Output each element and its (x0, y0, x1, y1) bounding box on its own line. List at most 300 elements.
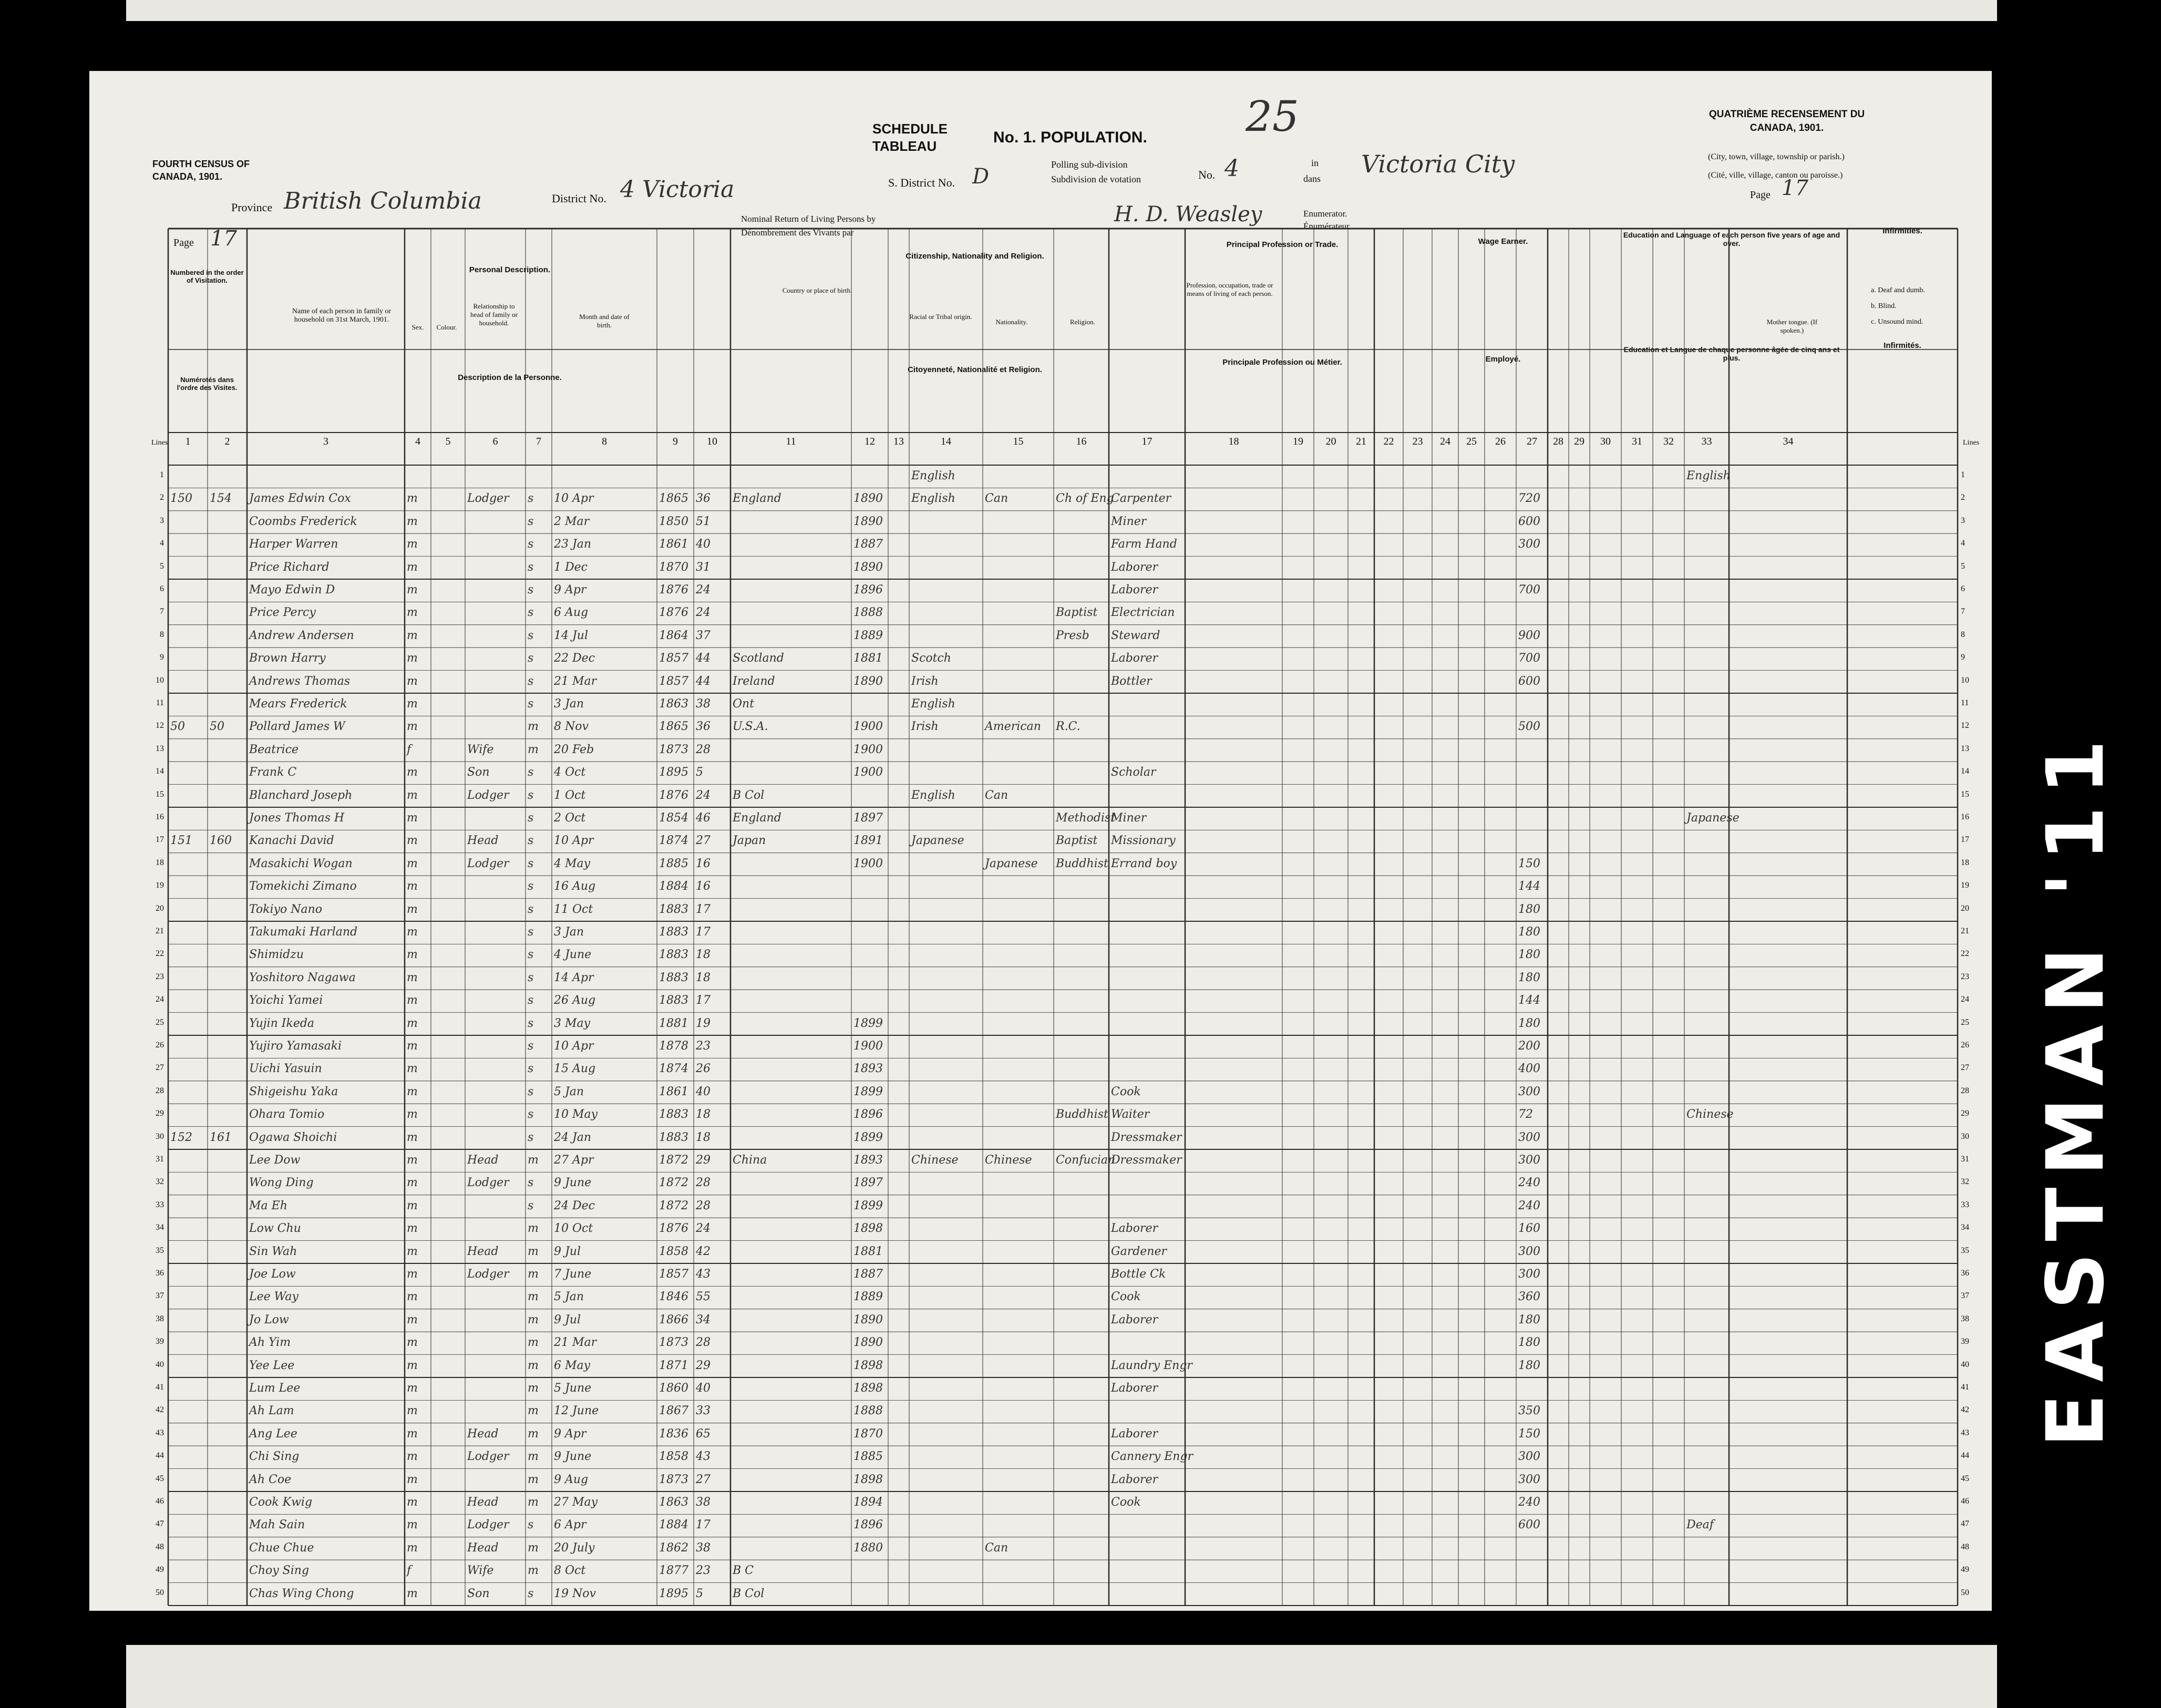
cell-md: 10 Oct (554, 1222, 593, 1236)
line-number-right: 18 (1961, 858, 1969, 867)
header-sex: Sex. (411, 323, 424, 331)
cell-age: 16 (696, 880, 711, 893)
cell-name: Yujin Ikeda (249, 1016, 315, 1030)
cell-md: 11 Oct (554, 902, 593, 916)
cell-occ: Dressmaker (1111, 1154, 1182, 1167)
column-number: 16 (1076, 436, 1087, 447)
cell-rel: Head (467, 1541, 499, 1555)
cell-c1: 150 (170, 492, 192, 506)
cell-name: Andrew Andersen (249, 629, 354, 642)
line-number-left: 16 (156, 812, 164, 821)
column-number: 7 (536, 436, 541, 447)
cell-imm: 1885 (853, 1450, 883, 1464)
line-number-left: 3 (160, 516, 164, 525)
cell-name: Joe Low (249, 1268, 296, 1281)
cell-rel: Head (467, 834, 499, 848)
cell-sg: m (528, 1427, 539, 1441)
cell-yr: 1877 (659, 1564, 688, 1578)
in-label: in (1311, 158, 1319, 168)
cell-age: 18 (696, 948, 711, 962)
cell-age: 38 (696, 1541, 711, 1555)
cell-sex: m (407, 994, 418, 1007)
cell-sg: s (528, 1040, 534, 1053)
line-number-right: 46 (1961, 1497, 1969, 1506)
polling-label-en: Polling sub-division (1051, 159, 1128, 170)
cell-imm: 1898 (853, 1382, 883, 1395)
cell-sex: m (407, 674, 418, 688)
cell-md: 12 June (554, 1404, 599, 1418)
cell-sex: m (407, 1290, 418, 1304)
cell-sg: s (528, 971, 534, 984)
cell-yr: 1895 (659, 766, 688, 779)
line-number-left: 43 (156, 1428, 164, 1437)
cell-sg: s (528, 948, 534, 962)
cell-earn: 600 (1518, 674, 1540, 688)
cell-md: 9 Apr (554, 1427, 586, 1441)
cell-md: 3 Jan (554, 925, 584, 939)
cell-sex: m (407, 720, 418, 734)
cell-yr: 1846 (659, 1290, 688, 1304)
cell-md: 21 Mar (554, 1336, 597, 1350)
line-number-right: 21 (1961, 927, 1969, 935)
cell-name: Shimidzu (249, 948, 304, 962)
cell-md: 26 Aug (554, 994, 596, 1007)
cell-rel: Head (467, 1244, 499, 1258)
schedule-label: SCHEDULE (872, 121, 948, 137)
cell-age: 43 (696, 1450, 711, 1464)
cell-earn: 300 (1518, 1450, 1540, 1464)
cell-sex: m (407, 788, 418, 802)
line-number-left: 13 (156, 744, 164, 753)
column-number: 19 (1293, 436, 1303, 447)
cell-sex: m (407, 1427, 418, 1441)
cell-occ: Cannery Engr (1111, 1450, 1193, 1464)
cell-md: 5 Jan (554, 1290, 584, 1304)
cell-yr: 1858 (659, 1450, 688, 1464)
cell-occ: Cook (1111, 1290, 1141, 1304)
brand-text: EASTMAN '11 (2030, 728, 2122, 1448)
cell-rel: Son (467, 766, 490, 779)
place-value: Victoria City (1361, 150, 1515, 178)
cell-md: 21 Mar (554, 674, 597, 688)
line-number-right: 35 (1961, 1246, 1969, 1255)
cell-age: 18 (696, 971, 711, 984)
cell-md: 24 Jan (554, 1130, 592, 1144)
line-number-right: 42 (1961, 1405, 1969, 1415)
cell-sex: m (407, 1130, 418, 1144)
line-number-right: 31 (1961, 1155, 1969, 1164)
cell-race: English (911, 697, 955, 711)
cell-sex: m (407, 834, 418, 848)
line-number-right: 19 (1961, 881, 1969, 890)
line-number-left: 41 (156, 1383, 164, 1392)
cell-occ: Laundry Engr (1111, 1359, 1192, 1372)
cell-yr: 1872 (659, 1154, 688, 1167)
line-number-right: 48 (1961, 1542, 1969, 1551)
cell-earn: 600 (1518, 1518, 1540, 1532)
cell-earn: 180 (1518, 925, 1540, 939)
line-number-left: 48 (156, 1542, 164, 1551)
page-value-right: 17 (1782, 176, 1808, 200)
cell-occ: Bottler (1111, 674, 1152, 688)
cell-imm: 1888 (853, 606, 883, 620)
cell-sg: s (528, 925, 534, 939)
cell-sex: m (407, 1062, 418, 1076)
cell-md: 1 Dec (554, 560, 588, 574)
cell-age: 28 (696, 1199, 711, 1212)
sdistrict-label: S. District No. (888, 176, 955, 189)
cell-name: Yee Lee (249, 1359, 295, 1372)
cell-birth: B Col (733, 1587, 765, 1600)
line-number-right: 5 (1961, 561, 1965, 571)
microfilm-brand-strip (2029, 552, 2123, 1624)
cell-sg: s (528, 857, 534, 870)
cell-yr: 1864 (659, 629, 688, 642)
cell-yr: 1876 (659, 788, 688, 802)
cell-occ: Miner (1111, 811, 1147, 825)
cell-earn: 72 (1518, 1108, 1533, 1121)
column-number: 2 (224, 436, 230, 447)
cell-earn: 150 (1518, 857, 1540, 870)
cell-age: 51 (696, 515, 711, 528)
cell-earn: 144 (1518, 994, 1540, 1007)
column-number: 17 (1141, 436, 1152, 447)
cell-age: 17 (696, 994, 711, 1007)
cell-sex: m (407, 629, 418, 642)
line-number-right: 45 (1961, 1474, 1969, 1483)
cell-md: 23 Jan (554, 538, 592, 551)
cell-name: Ogawa Shoichi (249, 1130, 337, 1144)
cell-yr: 1871 (659, 1359, 688, 1372)
line-number-right: 49 (1961, 1565, 1969, 1575)
line-number-left: 20 (156, 903, 164, 913)
cell-sex: m (407, 1199, 418, 1212)
cell-md: 2 Oct (554, 811, 586, 825)
line-number-left: 30 (156, 1131, 164, 1141)
column-number: 15 (1013, 436, 1024, 447)
cell-age: 65 (696, 1427, 711, 1441)
cell-age: 17 (696, 1518, 711, 1532)
column-number: 1 (185, 436, 191, 447)
group-infirmities: Infirmities. (1882, 227, 1922, 235)
line-number-right: 15 (1961, 789, 1969, 799)
cell-occ: Electrician (1111, 606, 1175, 620)
line-number-right: 37 (1961, 1291, 1969, 1301)
cell-relg: Baptist (1056, 606, 1098, 620)
cell-md: 8 Oct (554, 1564, 586, 1578)
header-relationship: Relationship to head of family or household. (470, 302, 518, 327)
cell-race: Scotch (911, 652, 951, 665)
cell-md: 14 Jul (554, 629, 589, 642)
line-number-right: 20 (1961, 903, 1969, 913)
cell-sg: s (528, 880, 534, 893)
cell-yr: 1863 (659, 697, 688, 711)
cell-name: Andrews Thomas (249, 674, 351, 688)
census-form-page (89, 71, 1992, 1611)
cell-name: Masakichi Wogan (249, 857, 353, 870)
cell-sex: m (407, 538, 418, 551)
line-number-right: 32 (1961, 1177, 1969, 1187)
cell-race: Japanese (911, 834, 964, 848)
line-number-left: 1 (160, 470, 164, 479)
line-number-left: 5 (160, 561, 164, 571)
cell-name: Ohara Tomio (249, 1108, 325, 1121)
line-number-right: 34 (1961, 1223, 1969, 1232)
cell-earn: 160 (1518, 1222, 1540, 1236)
line-number-left: 28 (156, 1086, 164, 1095)
cell-md: 20 Feb (554, 743, 594, 756)
cell-c2: 160 (210, 834, 232, 848)
cell-sex: m (407, 652, 418, 665)
cell-yr: 1876 (659, 583, 688, 596)
header-racial: Racial or Tribal origin. (909, 313, 972, 321)
cell-age: 28 (696, 1336, 711, 1350)
cell-rel: Lodger (467, 857, 509, 870)
cell-occ: Cook (1111, 1496, 1141, 1509)
line-number-left: 9 (160, 653, 164, 662)
infirmity-c: c. Unsound mind. (1871, 318, 1923, 326)
cell-name: Chi Sing (249, 1450, 300, 1464)
cell-md: 27 Apr (554, 1154, 594, 1167)
cell-age: 28 (696, 1176, 711, 1190)
cell-name: Mayo Edwin D (249, 583, 335, 596)
cell-age: 29 (696, 1154, 711, 1167)
cell-sg: m (528, 1541, 539, 1555)
cell-md: 9 Jul (554, 1313, 581, 1326)
cell-imm: 1897 (853, 811, 883, 825)
cell-occ: Missionary (1111, 834, 1176, 848)
cell-occ: Laborer (1111, 1427, 1158, 1441)
cell-occ: Steward (1111, 629, 1160, 642)
cell-sex: m (407, 606, 418, 620)
line-number-left: 34 (156, 1223, 164, 1232)
line-number-right: 24 (1961, 995, 1969, 1004)
cell-sex: m (407, 515, 418, 528)
cell-yr: 1884 (659, 880, 688, 893)
cell-yr: 1872 (659, 1199, 688, 1212)
cell-imm: 1897 (853, 1176, 883, 1190)
cell-earn: 700 (1518, 652, 1540, 665)
cell-nat: Japanese (985, 857, 1038, 870)
cell-name: Low Chu (249, 1222, 301, 1236)
line-number-right: 30 (1961, 1131, 1969, 1141)
enumerator-value: H. D. Weasley (1114, 202, 1262, 227)
page-value-left: 17 (210, 227, 237, 251)
cell-relg: Ch of Eng (1056, 492, 1114, 506)
city-note-en: (City, town, village, township or parish.) (1708, 152, 1845, 161)
cell-relg: Presb (1056, 629, 1089, 642)
cell-sg: s (528, 1108, 534, 1121)
cell-age: 46 (696, 811, 711, 825)
line-number-left: 23 (156, 972, 164, 981)
cell-name: Chas Wing Chong (249, 1587, 354, 1600)
cell-tongue: English (1686, 469, 1731, 482)
cell-sg: s (528, 1130, 534, 1144)
cell-earn: 300 (1518, 1154, 1540, 1167)
cell-name: Price Richard (249, 560, 330, 574)
line-number-left: 4 (160, 539, 164, 548)
cell-age: 28 (696, 743, 711, 756)
cell-rel: Head (467, 1496, 499, 1509)
cell-sex: m (407, 1313, 418, 1326)
cell-earn: 600 (1518, 515, 1540, 528)
column-number: 33 (1701, 436, 1712, 447)
cell-imm: 1900 (853, 1040, 883, 1053)
cell-name: Cook Kwig (249, 1496, 313, 1509)
next-page-edge (126, 1645, 1997, 1708)
cell-yr: 1876 (659, 1222, 688, 1236)
cell-name: Ah Yim (249, 1336, 291, 1350)
line-number-left: 15 (156, 789, 164, 799)
cell-md: 14 Apr (554, 971, 594, 984)
cell-sex: m (407, 971, 418, 984)
group-infirmities-fr: Infirmités. (1884, 341, 1921, 350)
cell-race: Irish (911, 674, 939, 688)
cell-yr: 1850 (659, 515, 688, 528)
cell-earn: 300 (1518, 538, 1540, 551)
column-number: 11 (786, 436, 796, 447)
cell-age: 17 (696, 902, 711, 916)
cell-age: 33 (696, 1404, 711, 1418)
cell-birth: Ont (733, 697, 755, 711)
column-number: 34 (1783, 436, 1794, 447)
cell-sex: m (407, 1404, 418, 1418)
group-education: Education and Language of each person five years of age and over. (1623, 231, 1840, 248)
cell-earn: 360 (1518, 1290, 1540, 1304)
cell-yr: 1857 (659, 1268, 688, 1281)
cell-rel: Wife (467, 743, 494, 756)
line-number-left: 46 (156, 1497, 164, 1506)
cell-md: 10 Apr (554, 492, 594, 506)
cell-race: Chinese (911, 1154, 959, 1167)
line-number-right: 6 (1961, 584, 1965, 593)
enumerator-label-fr: Énumérateur. (1303, 221, 1352, 231)
cell-sg: s (528, 583, 534, 596)
cell-sg: m (528, 1404, 539, 1418)
cell-age: 18 (696, 1130, 711, 1144)
cell-earn: 350 (1518, 1404, 1540, 1418)
cell-imm: 1896 (853, 583, 883, 596)
cell-name: Sin Wah (249, 1244, 297, 1258)
cell-yr: 1857 (659, 652, 688, 665)
cell-age: 24 (696, 788, 711, 802)
cell-name: Ma Eh (249, 1199, 287, 1212)
cell-md: 5 Jan (554, 1085, 584, 1098)
cell-earn: 180 (1518, 1336, 1540, 1350)
cell-imm: 1899 (853, 1085, 883, 1098)
cell-yr: 1883 (659, 1130, 688, 1144)
cell-age: 16 (696, 857, 711, 870)
cell-sg: s (528, 560, 534, 574)
cell-md: 4 June (554, 948, 592, 962)
column-number: 9 (673, 436, 678, 447)
cell-sex: m (407, 697, 418, 711)
cell-yr: 1895 (659, 1587, 688, 1600)
group-wage: Wage Earner. (1478, 237, 1528, 246)
line-number-right: 11 (1961, 698, 1969, 707)
cell-earn: 180 (1518, 1016, 1540, 1030)
cell-age: 24 (696, 1222, 711, 1236)
population-title: No. 1. POPULATION. (993, 129, 1147, 146)
line-number-left: 7 (160, 607, 164, 616)
line-number-left: 26 (156, 1041, 164, 1050)
cell-sex: m (407, 1222, 418, 1236)
cell-sex: m (407, 1359, 418, 1372)
cell-age: 26 (696, 1062, 711, 1076)
cell-rel: Son (467, 1587, 490, 1600)
cell-sg: s (528, 811, 534, 825)
line-number-right: 27 (1961, 1063, 1969, 1073)
cell-md: 15 Aug (554, 1062, 596, 1076)
cell-earn: 400 (1518, 1062, 1540, 1076)
cell-nat: Can (985, 1541, 1009, 1555)
cell-yr: 1883 (659, 1108, 688, 1121)
cell-sex: m (407, 1541, 418, 1555)
column-number: 13 (893, 436, 904, 447)
cell-yr: 1873 (659, 1336, 688, 1350)
cell-sex: m (407, 583, 418, 596)
cell-md: 24 Dec (554, 1199, 595, 1212)
cell-birth: Scotland (733, 652, 784, 665)
nominal-return-fr: Dénombrement des Vivants par (741, 228, 854, 238)
cell-c2: 50 (210, 720, 224, 734)
cell-age: 36 (696, 492, 711, 506)
cell-earn: 240 (1518, 1176, 1540, 1190)
cell-md: 2 Mar (554, 515, 590, 528)
cell-md: 19 Nov (554, 1587, 596, 1600)
cell-earn: 150 (1518, 1427, 1540, 1441)
cell-sg: m (528, 1244, 539, 1258)
cell-name: Mears Frederick (249, 697, 347, 711)
cell-yr: 1881 (659, 1016, 688, 1030)
cell-yr: 1865 (659, 492, 688, 506)
cell-yr: 1857 (659, 674, 688, 688)
cell-occ: Laborer (1111, 1473, 1158, 1486)
line-number-left: 33 (156, 1200, 164, 1209)
line-number-left: 2 (160, 493, 164, 502)
cell-sex: f (407, 743, 411, 756)
cell-imm: 1900 (853, 857, 883, 870)
cell-sex: m (407, 1336, 418, 1350)
cell-md: 6 Apr (554, 1518, 586, 1532)
cell-yr: 1854 (659, 811, 688, 825)
cell-imm: 1893 (853, 1062, 883, 1076)
line-number-right: 10 (1961, 675, 1969, 685)
cell-yr: 1883 (659, 902, 688, 916)
cell-rel: Lodger (467, 1268, 509, 1281)
cell-name: Shigeishu Yaka (249, 1085, 338, 1098)
cell-name: Blanchard Joseph (249, 788, 353, 802)
cell-earn: 240 (1518, 1496, 1540, 1509)
cell-imm: 1899 (853, 1130, 883, 1144)
cell-occ: Laborer (1111, 1313, 1158, 1326)
column-number: 25 (1466, 436, 1477, 447)
cell-yr: 1883 (659, 925, 688, 939)
cell-imm: 1898 (853, 1359, 883, 1372)
census-title-en: FOURTH CENSUS OF CANADA, 1901. (152, 159, 250, 182)
cell-md: 16 Aug (554, 880, 596, 893)
group-citizenship: Citizenship, Nationality and Religion. (905, 252, 1044, 261)
cell-imm: 1894 (853, 1496, 883, 1509)
cell-age: 43 (696, 1268, 711, 1281)
column-number: 20 (1325, 436, 1336, 447)
cell-sex: m (407, 811, 418, 825)
cell-occ: Laborer (1111, 1222, 1158, 1236)
cell-earn: 180 (1518, 1313, 1540, 1326)
line-number-right: 39 (1961, 1337, 1969, 1346)
line-number-right: 28 (1961, 1086, 1969, 1095)
cell-name: Wong Ding (249, 1176, 314, 1190)
